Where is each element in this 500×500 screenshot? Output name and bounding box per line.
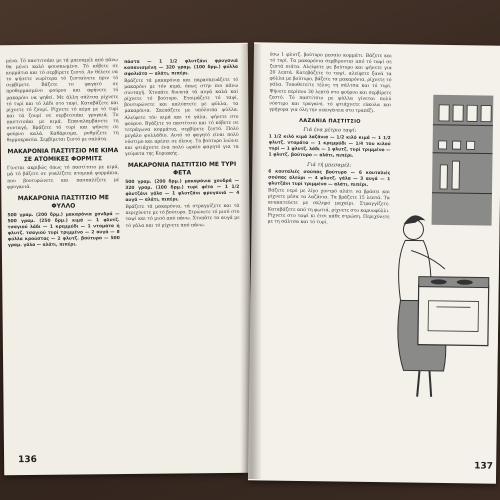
subheading: Γιά τή μπεσαμέλ: <box>307 162 352 169</box>
book-gutter-shadow <box>240 44 262 479</box>
paragraph: Βράζετε τά μακαρόνια και παρασκευάζετε τό μακαρόνι με τόν κιμά, όπως στην πιο πάνω συνταγή. Χτυπάτε δυνατά τά αυγά καλά καί ρίχνετε τό βούτυρο. Ετοιμάζετε τό ταψί, βουτυρώνετε και καλύπτετε με φύλλα, τα μακαρόνια. Σκεπάζετε με υπόλοιπα φύλλα. Αλείφετε τόν κιμά και τό γάλα, ψήνετε στο φούρνο. Βγάζετε το παστίτσιο και τό κόβετε σε τετράγωνα κομμάτια, σερβίρετε ζεστό. Πολύ μεγάλο φυλλάδιο. Αυτό τό φαγητό είναι πολύ νόστιμο και αρέσει σε όλους. Το βούτυρο λιώνει και φτιάχνετε ένα πολύ ωραίο φαγητό για τα γεύματα της Κυριακής. <box>124 77 239 158</box>
paragraph: έσω 1 φλυτζ. βούτυρο μεσαίο κομμάτι. Βάζετε και τό τυρί. Τα μακαρόνια σερβίρονται από τό ταψί σε ζεστά πιάτα. Αλείφετε με βούτυρο και ψήνετε για 20 λεπτά. Κατεβάζετε το ταψί, αλείφετε ξανά τα φύλλα με βούτυρο, βάζετε τα μακαρόνια, ρίχνετε τό γάλα. Τοποθετείτε τέλος τη σάλτσα και τό τυρί. Ψήνετε περίπου 30 λεπτά στο φούρνο και σερβίρετε ζεστό. Τό παστίτσιο με φύλλα γίνεται πολύ νόστιμο και τραγανό, τό φτιάχνετε εύκολα και γρήγορα για όλη την οικογένεια στο τραπέζι. <box>269 52 392 114</box>
paragraph: μένα. Τό παστιτσάκι με τά μπεσαμέλ από πάνω θα μένει καλό φουσκωμένο. Τό κόβετε σε κομμάτια και τό σερβίρετε ζεστό. Αν θέλετε να το ψήσετε νωρίτερα τό ζεσταίνετε πριν τό σερβίρετε. Βάζετε το φαγητό σε προθερμασμένο φούρνο και αφήνετε τό μακαρόνι να ψηθεί. Με άλλη σάλτσα ρίχνετε τό τυρί και τό λάδι στο ταψί. Καταβάζετε και ρίχνετε τό ζουμί. Ρίχνετε τό κέμπ με τό τυρί και τά ζουμί σε σερβιτσιάκι γρυγκιά. Το παστιτσάκι με κιμά. Επαναλαμβάνετε τη συνταγή. Βράζετε τό τυρί και ψήνετε σε φούρνο καλά. Καθάρισμα, ρυθμίζετε τη θερμοκρασία. Σερβίρεται ζεστό με σαλάτα. <box>5 58 119 144</box>
woman-at-stove-illustration <box>389 74 500 405</box>
left-column-1 <box>6 58 120 250</box>
ingredients-list: 500 γραμ. (200 δρμ.) μακαρόνια χονδρά — 500 γραμ. (250 δρμ.) κιμά — 1 φλυτζ. τσαγιού λάδι — 1 κρεμμύδι — 1 ντομάτα ή φλυτζ. τσαγιού τυρί τριμμένο — 2 αυγά — 8 φύλλα κρούστας — 2 φλυτζ. βούτυρο — 500 γραμ. γάλα — αλάτι, πιπέρι. <box>7 211 120 248</box>
recipe-heading: ΜΑΚΑΡΟΝΙΑ ΠΑΣΤΙΤΣΙΟ ΜΕ ΦΥΛΛΟ <box>17 193 109 210</box>
ingredients-list: 6 κουταλιές σούπας βούτυρο — 6 κουταλιές σούπας αλεύρι — 4 φλυτζ. γάλα — 3 αυγά — 1 φλυτζάνι τυρί τριμμένο — αλάτι, πιπέρι. <box>268 169 391 189</box>
ingredients-list: πάστα — 1 1/2 φλυτζάνι φρυγανιά κοπανισμένη — 320 γραμ. (100 δρμ.) φύλλα σφολιάτα — αλάτι, πιπέρι. <box>123 58 239 78</box>
ingredients-list: 1 1/2 κιλό κιμά λαζάνια — 1/2 κιλό κιμά — 1 1/2 φλυτζ. ντομάτα — 1 κρεμμύδι — 1/4 του κιλού τυρί — 1 φλυτζ. λάδι — 1 φλυτζ. τυρί τριμμένο — 1 φλυτζ. βούτυρο — αλάτι, πιπέρι. <box>268 134 391 159</box>
recipe-heading: ΜΑΚΑΡΟΝΙΑ ΠΑΣΤΙΤΣΙΟ ΜΕ ΚΙΜΑ ΣΕ ΑΤΟΜΙΚΕΣ ΦΟΡΜΙΤΣ <box>7 147 119 164</box>
left-column-2 <box>124 59 240 231</box>
right-page <box>248 42 500 483</box>
page-number: 137 <box>474 461 494 472</box>
right-column <box>268 53 392 228</box>
ingredients-list: 500 γραμ. (200 δρμ.) μακαρόνια χονδρά — 320 γραμ. (100 δρμ.) τυρί φέτα — 1 1/2 φλυτζάνι γάλα — 1 φλυτζάνι φρυγανιά — 4 αυγά — αλάτι, πιπέρι. <box>125 179 240 204</box>
paragraph: Βάζετε νερό με λίγο χοντρό αλάτι να βράσει και ρίχνετε μέσα τα λαζάνια. Τα βράζετε 15 λεπτά. Τα ανακατεύετε με σκληρό μαχαίρι. Στραγγίζετε. Καταβάζετε από τη φωτιά, ρίχνετε στο καρυοφύλλι. Ρίχνετε στο ταψί κι έτσι κάθε στρώση. Περιχύνετε με τη σάλτσα και τό τυρί. <box>267 188 391 226</box>
recipe-heading: ΛΑΖΑΝΙΑ ΠΑΣΤΙΤΣΙΟ <box>299 117 361 125</box>
subheading: Γιά ένα μέτριο ταψί: <box>303 127 357 134</box>
paragraph: Βράζετε τά μακαρόνια, τά στραγγίζετε και τά περιχύνετε με τό βούτυρο. Στρώνετε τό μισό στο ταψί και τό μισό από πάνω. Χτυπάτε τα αυγά με τό γάλα και τό ρίχνετε από πάνω. <box>125 204 240 229</box>
paragraph: Γίνεται ακριβώς όπως τό παστίτσιο με κιμά, μά τό βάζετε σε γυαλίζετε ατομικά φορμάκια, που βουτυρώνετε και πασπαλίζετε μέ φρυγανιά. <box>7 165 120 190</box>
left-page <box>0 43 252 476</box>
page-number: 136 <box>18 454 37 466</box>
recipe-heading: ΜΑΚΑΡΟΝΙΑ ΠΑΣΤΙΤΣΙΟ ΜΕ ΤΥΡΙ ΦΕΤΑ <box>127 161 237 177</box>
